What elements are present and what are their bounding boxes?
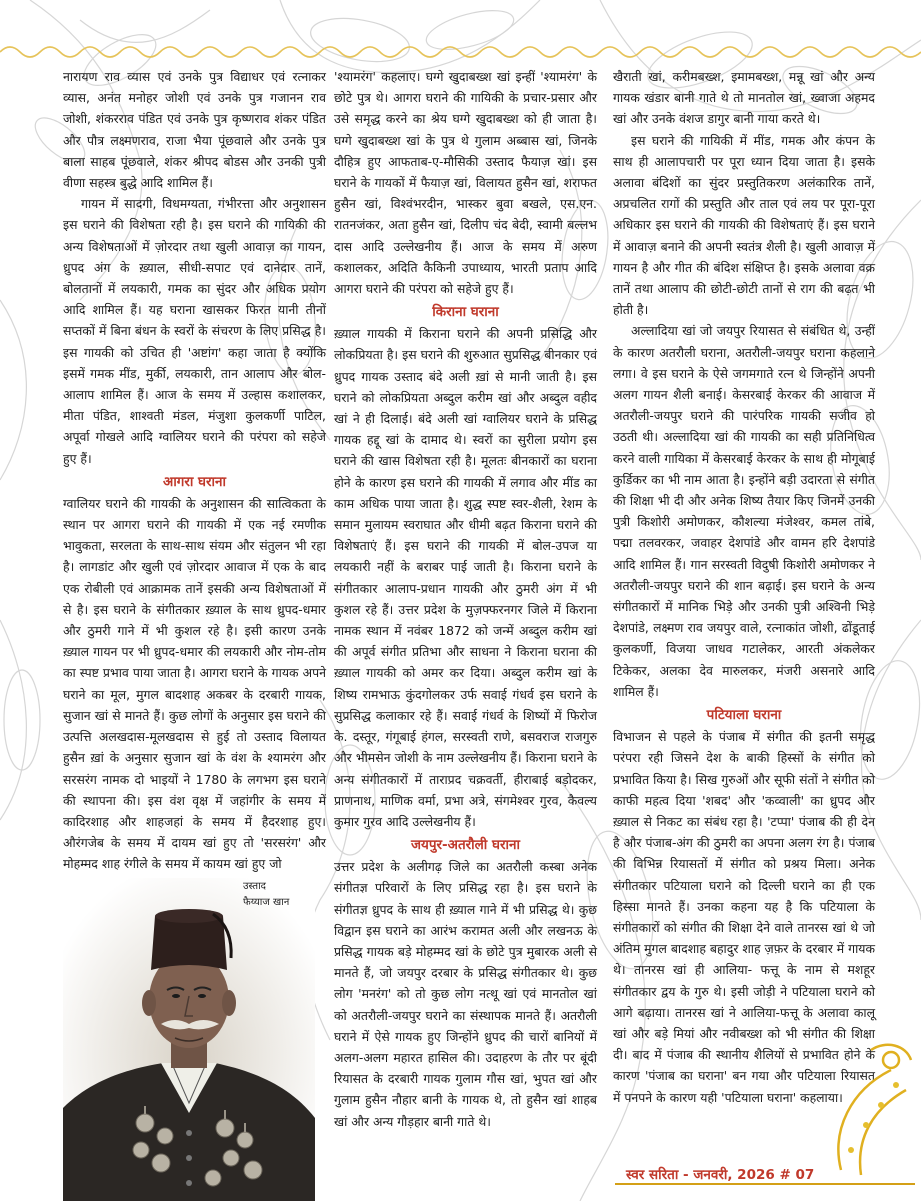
section-heading-kirana: किराना घराना <box>432 304 499 321</box>
article-column-2 <box>334 66 597 1132</box>
paragraph: अल्लादिया खां जो जयपुर रियासत से संबंधित थे, उन्हीं के कारण अतरौली घराना, अतरौली-जयपुर घराना कहलाने लगा। वे इस घराने के ऐसे जगमगाते रत्न थे जिन्होंने अपनी अलग गायन शैली बनाई। केसरबाई केरकर की आवाज में अतरौली-जयपुर घराने की पारंपरिक गायकी सजीव हो उठती थी। अल्लादिया खां की गायकी का सही प्रतिनिधित्व करने वाली गायिका में केसरबाई केरकर के साथ ही मोगूबाई कुर्डिकर का भी नाम आता है। इन्होंने बड़ी उदारता से संगीत की शिक्षा भी दी और अनेक शिष्य तैयार किए जिनमें उनकी पुत्री किशोरी अमोणकर, कौशल्या मंजेश्वर, कमल तांबे, पद्मा तलवरकर, जवाहर देशपांडे और वामन हरि देशपांडे आदि शामिल हैं। गान सरस्वती विदुषी किशोरी अमोणकर ने अतरौली-जयपुर घराने की शान बढ़ाई। इस घराने के अन्य संगीतकारों में मानिक भिड़े और उनकी पुत्री अश्विनी भिड़े देशपांडे, लक्ष्मण राव जयपुर वाले, रत्नाकांत जोशी, ढोंडूताई कुलकर्णी, विजया जाधव गटालेकर, आरती अंकलेकर टिकेकर, अलका देव मारुलकर, मंजरी असनारे आदि शामिल हैं। <box>613 323 875 699</box>
section-heading-jaipur-atrauli: जयपुर-अतरौली घराना <box>410 837 520 854</box>
ornament-graphic <box>811 1030 921 1180</box>
page-footer: स्वर सरिता - जनवरी, 2026 # 07 <box>626 1167 815 1183</box>
paragraph: उत्तर प्रदेश के अलीगढ़ जिले का अतरौली कस्बा अनेक संगीतज्ञ परिवारों के लिए प्रसिद्ध रहा है। इस घराने के संगीतज्ञ ध्रुपद के साथ ही ख़्याल गाने में भी प्रसिद्ध थे। कुछ विद्वान इस घराने का आरंभ करामत अली और लखनऊ के प्रसिद्ध गायक बड़े मोहम्मद खां के छोटे पुत्र मुबारक अली से मानते हैं, जो जयपुर दरबार के प्रसिद्ध संगीतकार थे। कुछ लोग 'मनरंग' को तो कुछ लोग नत्थू खां एवं मानतोल खां को अतरौली-जयपुर घराने का संस्थापक मानते हैं। अतरौली घराने में ऐसे गायक हुए जिन्होंने ध्रुपद की चारों बानियों में अलग-अलग महारत हासिल की। उदाहरण के तौर पर बूंदी रियासत के दरबारी गायक गुलाम गौस खां, भुपत खां और गुलाम हुसैन नौहार बानी के गायक थे, तो हुसैन खां शाहब खां और अन्य गौड़हार बानी गाते थे। <box>334 859 597 1129</box>
footer-rule <box>615 1183 915 1185</box>
section-heading-patiala: पटियाला घराना <box>706 707 782 724</box>
photo-caption <box>243 879 303 911</box>
caption-name: फैय्याज खान <box>243 897 290 908</box>
article-column-1 <box>63 66 326 875</box>
paragraph: विभाजन से पहले के पंजाब में संगीत की इतनी समृद्ध परंपरा रही जिसने देश के बाकी हिस्सों के संगीत को प्रभावित किया है। सिख गुरुओं और सूफी संतों ने संगीत को काफी महत्व दिया 'शबद' और 'कव्वाली' का ध्रुपद और ख़्याल से निकट का संबंध रहा है। 'टप्पा' पंजाब की ही देन है और पंजाब-अंग की ठुमरी का अपना अलग रंग है। पंजाब की विभिन्न रियासतों में संगीत को प्रश्रय मिला। अनेक संगीतकार पटियाला घराने को दिल्ली घराने का ही एक हिस्सा मानते हैं। उनका कहना यह है कि पटियाला के संगीतकारों को संगीत की शिक्षा देने वाले तानरस खां थे जो अंतिम मुगल बादशाह बहादुर शाह ज़फ़र के दरबार में गायक थे। तानरस खां ही आलिया- फत्तू के नाम से मशहूर संगीतकार द्वय के गुरु थे। इसी जोड़ी ने पटियाला घराने को आगे बढ़ाया। तानरस खां ने आलिया-फत्तू के अलावा कालू खां और बड़े मियां और नवीबख्श को भी संगीत की शिक्षा दी। बाद में पंजाब की स्थानीय शैलियों से प्रभावित होने के कारण 'पंजाब का घराना' बन गया और पटियाला रियासत में पनपने के कारण यही 'पटियाला घराना' कहलाया। <box>613 729 875 1105</box>
caption-title: उस्ताद <box>243 881 266 892</box>
top-wave-border <box>0 40 921 64</box>
paragraph: गायन में सादगी, विधमग्यता, गंभीरत्ता और अनुशासन इस घराने की विशेषता रही है। इस घराने की गायिकी की अन्य विशेषताओं में ज़ोरदार तथा खुली आवाज़ का गायन, ध्रुपद अंग के ख़्याल, सीधी-सपाट एवं दानेदार तानें, बोलतानों में लयकारी, गमक का सुंदर और अधिक प्रयोग आदि शामिल हैं। यह घराना खासकर फिरत यानी तीनों सप्तकों में बिना बंधन के स्वरों के संचरण के लिए प्रसिद्ध है। इस गायकी को उचित ही 'अष्टांग' कहा जाता है क्योंकि इसमें गमक मींड, मुर्की, लयकारी, तान आलाप और बोल-आलाप शामिल हैं। आज के समय में उल्हास कशालकर, मीता पंडित, शाश्वती मंडल, मंजुशा कुलकर्णी पाटिल, अपूर्वा गोखले आदि ग्वालियर घराने की परंपरा को सहेजे हुए हैं। <box>63 196 326 466</box>
paragraph: ग्वालियर घराने की गायकी के अनुशासन की सात्विकता के स्थान पर आगरा घराने की गायकी में एक नई रमणीक भावुकता, सरलता के साथ-साथ संयम और संतुलन भी रहा है। लागडांट और खुली एवं ज़ोरदार आवाज में एक के बाद एक रोबीली एवं आक्रामक तानें इसकी अन्य विशेषताओं में से है। इस घराने के संगीतकार ख़्याल के साथ ध्रुपद-धमार और ठुमरी गाने में भी कुशल रहे है। इसी कारण उनके ख़्याल गायन पर भी ध्रुपद-धमार की लयकारी और नोम-तोम का स्पष्ट प्रभाव पाया जाता है। आगरा घराने के गायक अपने घराने का मूल, मुगल बादशाह अकबर के दरबारी गायक, सुजान खां से मानते हैं। कुछ लोगों के अनुसार इस घराने की उत्पत्ति अलखदास-मूलखदास से हुई तो उस्ताद विलायत हुसैन ख़ां के अनुसार सुजान खां के वंश के श्यामरंग और सरसरंग नामक दो भाइयों ने 1780 के लगभग इस घराने की स्थापना की। इस वंश वृक्ष में जहांगीर के समय में कादिरशाह और शाहजहां के समय में हैदरशाह हुए। औरंगजेब के समय में दायम खां हुए तो 'सरसरंग' और मोहम्मद शाह रंगीले के समय में कायम खां हुए जो <box>63 495 326 872</box>
paragraph: ख़्याल गायकी में किराना घराने की अपनी प्रसिद्धि और लोकप्रियता है। इस घराने की शुरुआत सुप्रसिद्ध बीनकार एवं ध्रुपद गायक उस्ताद बंदे अली ख़ां से मानी जाती है। इस घराने को लोकप्रियता अब्दुल करीम खां और अब्दुल वहीद खां ने ही दिलाई। बंदे अली खां ग्वालियर घराने के प्रसिद्ध गायक हद्दू खां के दामाद थे। स्वरों का सुरीला प्रयोग इस घराने की खास विशेषता रही है। मूलतः बीनकारों का घराना होने के कारण इस घराने की गायकी में लगाव और मींड का काम अधिक पाया जाता है। शुद्ध स्पष्ट स्वर-शैली, रेशम के समान मुलायम स्वराघात और धीमी बढ़त किराना घराने की विशेषताएं हैं। इस घराने की गायकी में बोल-उपज या लयकारी नहीं के बराबर पाई जाती है। किराना घराने के संगीतकार आलाप-प्रधान गायकी और ठुमरी अंग में भी कुशल रहे हैं। उत्तर प्रदेश के मुज़फ्फरनगर जिले में किराना नामक स्थान में नवंबर 1872 को जन्में अब्दुल करीम खां की अपूर्व संगीत प्रतिभा और साधना ने किराना घराना की ख़्याल गायकी को अमर कर दिया। अब्दुल करीम खां के शिष्य रामभाऊ कुंदगोलकर उर्फ सवाई गंधर्व इस घराने के सुप्रसिद्ध कलाकार रहे हैं। सवाई गंधर्व के शिष्यों में फिरोज के. दस्तूर, गंगूबाई हंगल, सरस्वती राणे, बसवराज राजगुरु और भीमसेन जोशी के नाम उल्लेखनीय हैं। किराना घराने के अन्य संगीतकारों में ताराप्रद चक्रवर्ती, हीराबाई बड़ोदकर, प्राणनाथ, माणिक वर्मा, प्रभा अत्रे, संगमेश्वर गुरव, कैवल्य कुमार गुरव आदि उल्लेखनीय हैं। <box>334 326 597 829</box>
paragraph: नारायण राव व्यास एवं उनके पुत्र विद्याधर एवं रत्नाकर व्यास, अनंत मनोहर जोशी एवं उनके पुत्र गजानन राव जोशी, शंकरराव पंडित एवं उनके पुत्र कृष्णराव शंकर पंडित और पौत्र लक्ष्मणराव, राजा भैया पूंछवाले और उनके पुत्र बाला साहब पूंछवाले, शंकर श्रीपद बोडस और उनकी पुत्री वीणा सहस्त्र बुद्धे आदि शामिल हैं। <box>63 69 326 191</box>
paragraph: खैराती खां, करीमबख्श, इमामबख्श, मन्नू खां और अन्य गायक खंडार बानी गाते थे तो मानतोल खां, ख्वाजा अहमद खां और उनके वंशज डागुर बानी गाया करते थे। <box>613 69 875 127</box>
section-heading-agra: आगरा घराना <box>162 473 227 490</box>
paragraph: इस घराने की गायिकी में मींड, गमक और कंपन के साथ ही आलापचारी पर पूरा ध्यान दिया जाता है। इसके अलावा बंदिशों का सुंदर प्रस्तुतिकरण अलंकारिक तानें, अप्रचलित रागों की प्रस्तुति और ताल एवं लय पर पूरा-पूरा अधिकार इस घराने की गायकी की विशेषताएं हैं। इस घराने में आवाज़ बनाने की अपनी स्वतंत्र शैली है। खुली आवाज़ में गायन है और गीत की बंदिश संक्षिप्त है। इसके अलावा वक्र तानें तथा आलाप की छोटी-छोटी तानों से राग की बढ़त भी होती है। <box>613 132 875 318</box>
paragraph: 'श्यामरंग' कहलाए। घग्गे खुदाबख्श खां इन्हीं 'श्यामरंग' के छोटे पुत्र थे। आगरा घराने की गायिकी के प्रचार-प्रसार और उसे समृद्ध करने का श्रेय घग्गे खुदाबख्श को ही जाता है। घग्गे खुदाबख्श खां के पुत्र थे गुलाम अब्बास खां, जिनके दौहित्र हुए आफताब-ए-मौसिकी उस्ताद फैयाज़ खां। इस घराने के गायकों में फैयाज़ खां, विलायत हुसैन खां, शराफत हुसैन खां, विश्वंभरदीन, भास्कर बुवा बखले, एस.एन. रातनजंकर, अता हुसैन खां, दिलीप चंद बेदी, स्वामी बल्लभ दास आदि उल्लेखनीय हैं। आज के समय में अरुण कशालकर, अदिति कैकिनी उपाध्याय, भारती प्रताप आदि आगरा घराने की परंपरा को सहेजे हुए हैं। <box>334 69 597 297</box>
article-column-3 <box>613 66 875 1108</box>
portrait-photo <box>63 878 315 1201</box>
